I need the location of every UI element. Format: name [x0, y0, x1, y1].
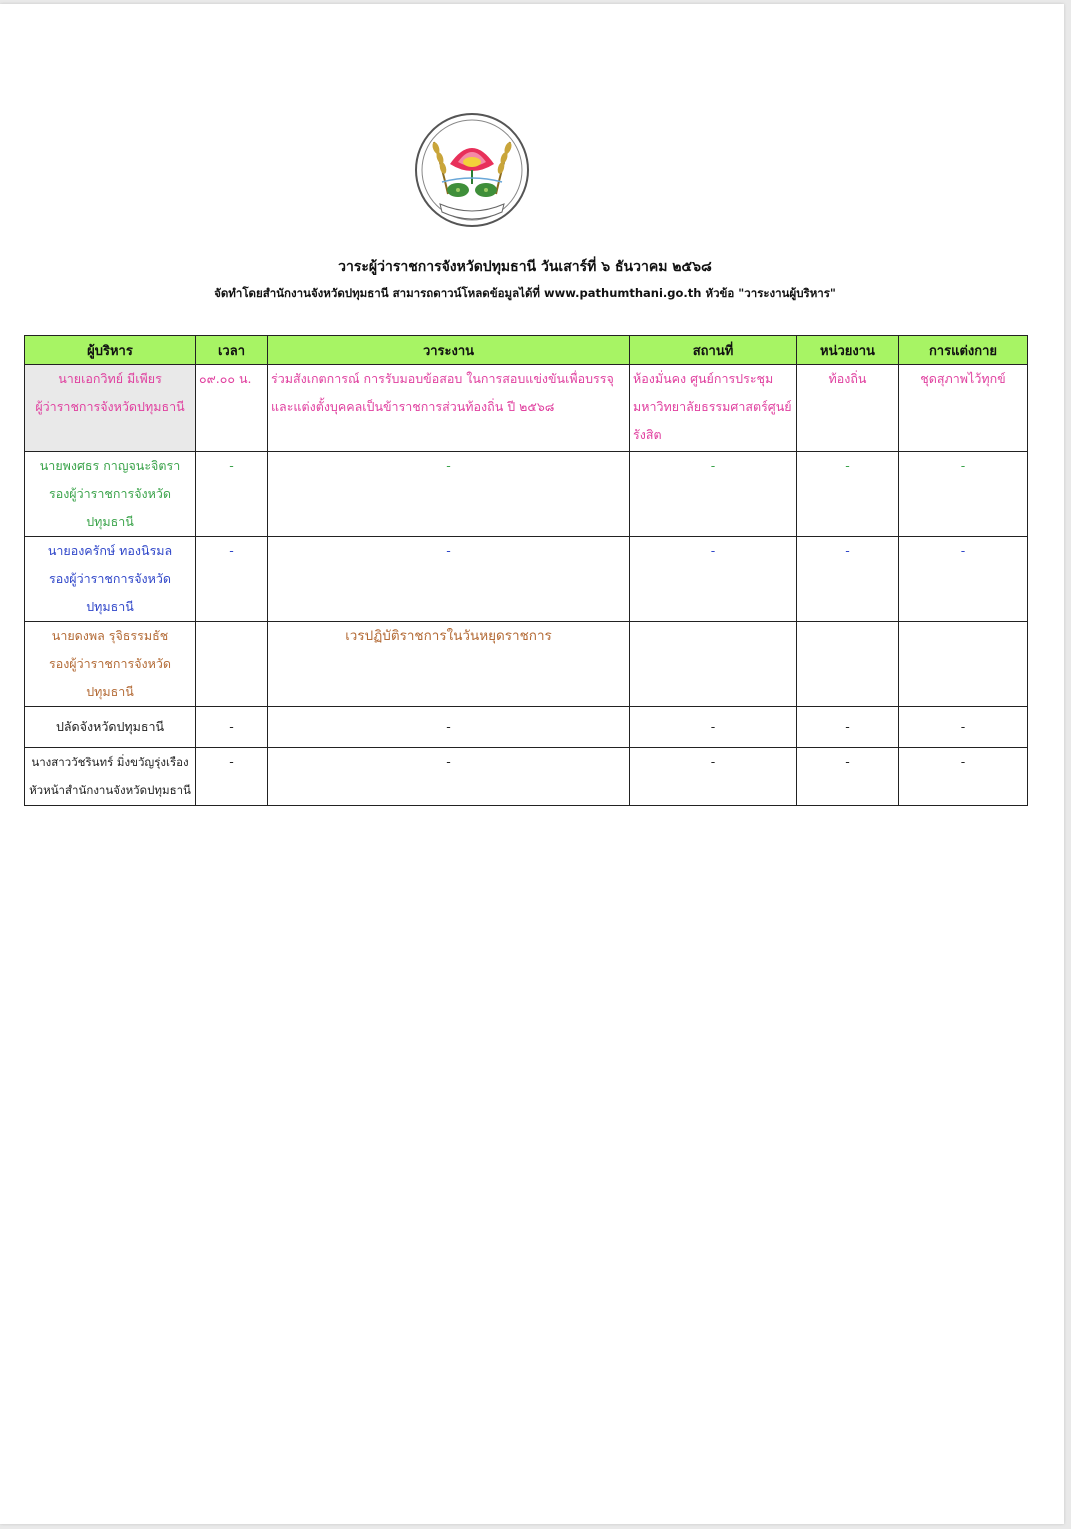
place-cell: -: [630, 452, 797, 537]
dress-cell: [899, 622, 1028, 707]
executive-position: รองผู้ว่าราชการจังหวัดปทุมธานี: [48, 486, 171, 529]
table-row: [25, 365, 1028, 452]
agenda-table: [24, 335, 1028, 806]
executive-name: นางสาววัชรินทร์ มิ่งขวัญรุ่งเรือง: [31, 755, 189, 769]
executive-cell: [25, 452, 196, 537]
time-cell: -: [196, 537, 268, 622]
time-cell: ๐๙.๐๐ น.: [196, 365, 268, 452]
executive-cell: [25, 537, 196, 622]
agenda-cell: -: [268, 452, 630, 537]
place-cell: -: [630, 707, 797, 748]
executive-name: นายองครักษ์ ทองนิรมล: [47, 543, 173, 558]
table-row: [25, 452, 1028, 537]
executive-name: นายดงพล รุจิธรรมธัช: [51, 628, 169, 643]
executive-position: หัวหน้าสำนักงานจังหวัดปทุมธานี: [29, 783, 191, 797]
place-cell: -: [630, 537, 797, 622]
executive-cell: [25, 622, 196, 707]
column-header-unit: หน่วยงาน: [797, 336, 899, 365]
duty-note-cell: เวรปฏิบัติราชการในวันหยุดราชการ: [268, 622, 630, 707]
agenda-cell: -: [268, 748, 630, 806]
column-header-agenda: วาระงาน: [268, 336, 630, 365]
executive-cell: [25, 365, 196, 452]
place-cell: -: [630, 748, 797, 806]
unit-cell: -: [797, 537, 899, 622]
agenda-cell: ร่วมสังเกตการณ์ การรับมอบข้อสอบ ในการสอบแข่งขันเพื่อบรรจุและแต่งตั้งบุคคลเป็นข้าราชการส่วนท้องถิ่น ปี ๒๕๖๘: [268, 365, 630, 452]
unit-cell: [797, 622, 899, 707]
agenda-cell: -: [268, 537, 630, 622]
dress-cell: -: [899, 452, 1028, 537]
dress-cell: -: [899, 748, 1028, 806]
unit-cell: -: [797, 707, 899, 748]
executive-position: ผู้ว่าราชการจังหวัดปทุมธานี: [35, 399, 185, 414]
time-cell: [196, 622, 268, 707]
dress-cell: -: [899, 707, 1028, 748]
dress-cell: ชุดสุภาพไว้ทุกข์: [899, 365, 1028, 452]
place-cell: [630, 622, 797, 707]
column-header-dress: การแต่งกาย: [899, 336, 1028, 365]
executive-cell: [25, 748, 196, 806]
table-row: [25, 707, 1028, 748]
table-row: [25, 622, 1028, 707]
executive-position: รองผู้ว่าราชการจังหวัดปทุมธานี: [48, 656, 171, 699]
table-row: [25, 537, 1028, 622]
table-row: [25, 748, 1028, 806]
executive-name: ปลัดจังหวัดปทุมธานี: [55, 719, 165, 734]
table-header-row: [25, 336, 1028, 365]
unit-cell: -: [797, 452, 899, 537]
page-subtitle: จัดทำโดยสำนักงานจังหวัดปทุมธานี สามารถดาวน์โหลดข้อมูลได้ที่ www.pathumthani.go.th หัวข้อ "วาระงานผู้บริหาร": [214, 286, 836, 300]
column-header-executive: ผู้บริหาร: [25, 336, 196, 365]
place-cell: ห้องมั่นคง ศูนย์การประชุมมหาวิทยาลัยธรรมศาสตร์ศูนย์รังสิต: [630, 365, 797, 452]
time-cell: -: [196, 452, 268, 537]
executive-name: นายพงศธร กาญจนะจิตรา: [39, 458, 181, 473]
document-page: [0, 4, 1064, 1524]
page-title: วาระผู้ว่าราชการจังหวัดปทุมธานี วันเสาร์ที่ ๖ ธันวาคม ๒๕๖๘: [338, 259, 712, 275]
provincial-seal-logo: [414, 112, 530, 228]
agenda-cell: -: [268, 707, 630, 748]
executive-position: รองผู้ว่าราชการจังหวัดปทุมธานี: [48, 571, 171, 614]
time-cell: -: [196, 707, 268, 748]
executive-name: นายเอกวิทย์ มีเพียร: [58, 371, 162, 386]
executive-cell: [25, 707, 196, 748]
dress-cell: -: [899, 537, 1028, 622]
column-header-time: เวลา: [196, 336, 268, 365]
unit-cell: -: [797, 748, 899, 806]
time-cell: -: [196, 748, 268, 806]
column-header-place: สถานที่: [630, 336, 797, 365]
unit-cell: ท้องถิ่น: [797, 365, 899, 452]
